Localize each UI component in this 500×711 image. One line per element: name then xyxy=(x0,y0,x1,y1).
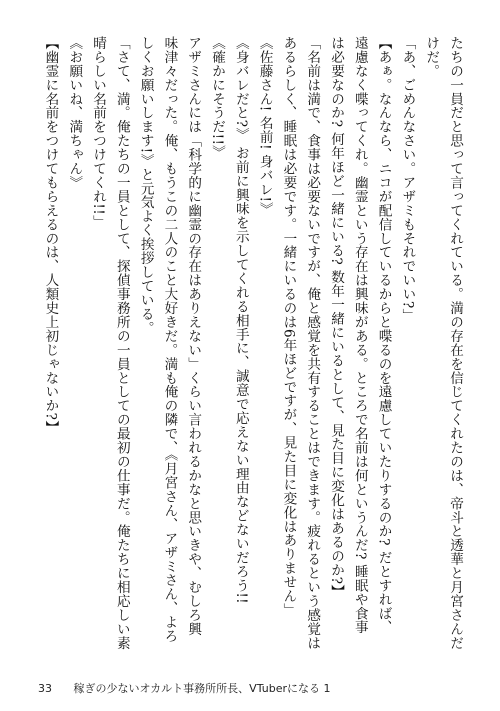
text-line: しくお願いします!》と元気よく挨拶している。 xyxy=(137,36,154,335)
text-line: 晴らしい名前をつけてくれ!!」 xyxy=(90,36,107,229)
text-line: あるらしく、睡眠は必要です。一緒にいるのは6年ほどですが、見た目に変化はありません」 xyxy=(280,36,297,617)
text-line: 《確かにそうだ!!》 xyxy=(209,36,226,160)
text-line: 遠慮なく喋ってくれ。幽霊という存在は興味がある。ところで名前は何というんだ? 睡眠や食事 xyxy=(351,36,368,635)
text-line: 《身バレだと?》 お前に興味を示してくれる相手に、誠意で応えない理由などないだろう!! xyxy=(232,36,249,604)
text-line: 「あ、ごめんなさい。アザミもそれでいい?」 xyxy=(399,36,416,323)
text-line: 【幽霊に名前をつけてもらえるのは、人類史上初じゃないか?】 xyxy=(42,36,59,435)
text-line: 《お願いね、満ちゃん》 xyxy=(66,36,83,190)
page-footer xyxy=(38,680,330,696)
text-line: 味津々だった。俺、もうこの二人のこと大好きだ。満も俺の隣で、《月宮さん、アザミさん、よろ xyxy=(161,36,178,643)
page-number: 33 xyxy=(38,682,52,695)
running-title: 稼ぎの少ないオカルト事務所所長、VTuberになる 1 xyxy=(73,682,331,695)
text-line: 「名前は満で、食事は必要ないですが、俺と感覚を共有することはできます。疲れるという感覚は xyxy=(304,36,321,650)
text-line: 【あぁ。なんなら、ニコが配信しているからと喋るのを遠慮していたりするのか? だとすれば、 xyxy=(375,36,392,635)
text-line: アザミさんには「科学的に幽霊の存在はありえない」くらい言われるかなと思いきや、むしろ興 xyxy=(185,36,202,636)
text-line: たちの一員だと思って言ってくれている。満の存在を信じてくれたのは、帝斗と透華と月宮さんだ xyxy=(447,36,463,650)
text-line: 「さて、満。俺たちの一員として、探偵事務所の一員としての最初の仕事だ。俺たちに相応しい素 xyxy=(113,36,130,650)
text-line: けだ。 xyxy=(423,36,440,78)
text-line: は必要なのか? 何年ほど一緒にいる? 数年一緒にいるとして、見た目に変化はあるのか?】 xyxy=(328,36,345,599)
body-text xyxy=(38,36,466,662)
text-line: 《佐藤さん! 名前! 身バレ!》 xyxy=(256,36,273,217)
